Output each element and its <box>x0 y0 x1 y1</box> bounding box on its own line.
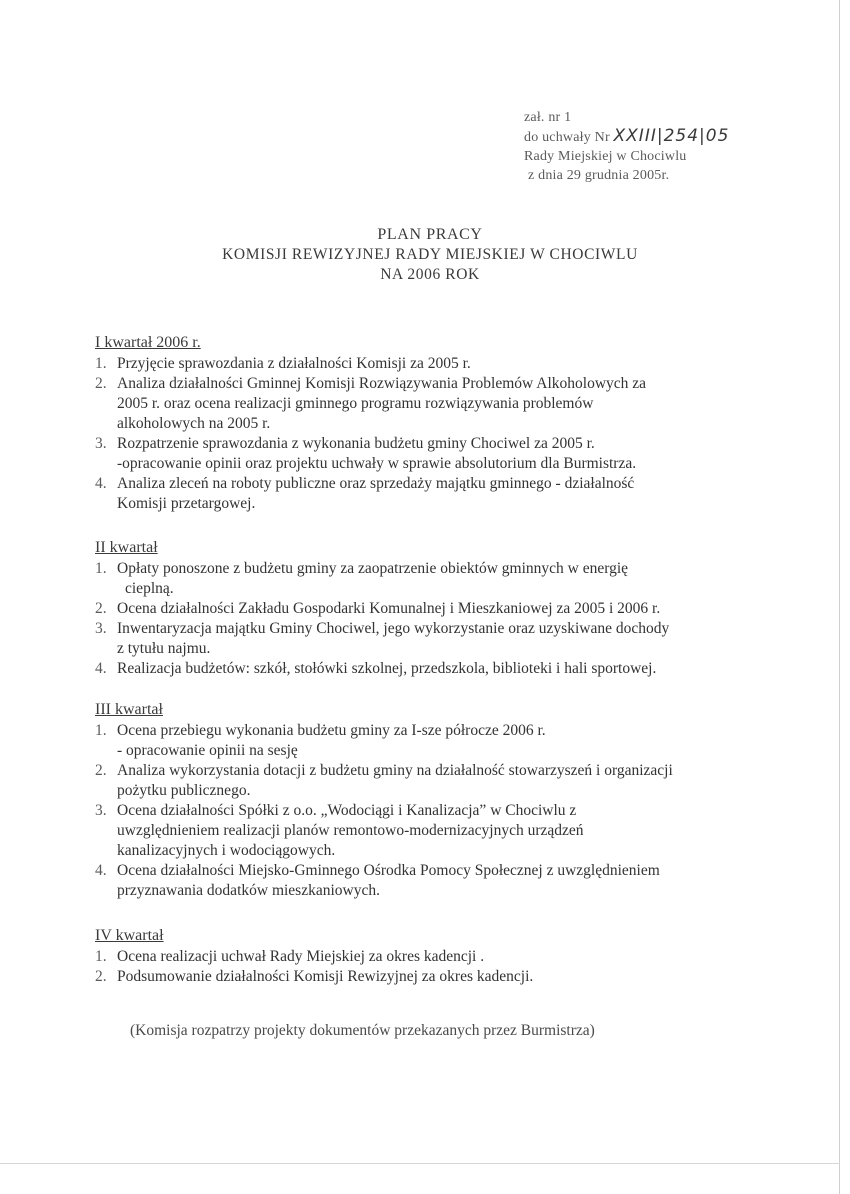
section-quarter-4 <box>95 926 795 987</box>
item-number: 3. <box>95 802 107 819</box>
item-number: 1. <box>95 560 107 577</box>
title-line-1: PLAN PRACY <box>377 226 483 243</box>
item-number: 3. <box>95 435 107 452</box>
list-item <box>95 947 795 967</box>
item-text: Komisji przetargowej. <box>117 495 256 512</box>
list-item <box>95 474 795 514</box>
list-item <box>95 801 795 861</box>
list-item <box>95 559 795 599</box>
resolution-reference <box>524 127 729 147</box>
list-item <box>95 599 795 619</box>
section-heading: III kwartał <box>95 701 163 718</box>
item-text: - opracowanie opinii na sesję <box>117 742 298 759</box>
item-text: Podsumowanie działalności Komisji Rewizyjnej za okres kadencji. <box>117 968 534 985</box>
item-number: 4. <box>95 660 107 677</box>
item-number: 2. <box>95 762 107 779</box>
item-text: z tytułu najmu. <box>117 640 211 657</box>
item-text: Opłaty ponoszone z budżetu gminy za zaopatrzenie obiektów gminnych w energię <box>117 560 629 577</box>
item-text: Analiza wykorzystania dotacji z budżetu gminy na działalność stowarzyszeń i organizacji <box>117 762 673 779</box>
item-text: 2005 r. oraz ocena realizacji gminnego programu rozwiązywania problemów <box>117 395 594 412</box>
list-item <box>95 861 795 901</box>
list-item <box>95 761 795 801</box>
resolution-date: z dnia 29 grudnia 2005r. <box>528 168 670 183</box>
item-text: uwzględnieniem realizacji planów remontowo-modernizacyjnych urządzeń <box>117 822 584 839</box>
section-heading: II kwartał <box>95 539 158 556</box>
list-item <box>95 434 795 474</box>
item-text: Rozpatrzenie sprawozdania z wykonania budżetu gminy Chociwel za 2005 r. <box>117 435 595 452</box>
council-name: Rady Miejskiej w Chociwlu <box>524 149 687 164</box>
list-item <box>95 619 795 659</box>
document-title <box>150 225 710 285</box>
list-item <box>95 721 795 761</box>
item-text: pożytku publicznego. <box>117 782 251 799</box>
title-line-2: KOMISJI REWIZYJNEJ RADY MIEJSKIEJ W CHOCIWLU <box>222 246 638 263</box>
resolution-prefix: do uchwały Nr <box>524 130 610 145</box>
attachment-note <box>524 108 729 185</box>
item-text: Analiza zleceń na roboty publiczne oraz sprzedaży majątku gminnego - działalność <box>117 475 635 492</box>
title-line-3: NA 2006 ROK <box>380 266 480 283</box>
item-text: alkoholowych na 2005 r. <box>117 415 271 432</box>
item-text: Ocena działalności Spółki z o.o. „Wodociągi i Kanalizacja” w Chociwlu z <box>117 802 577 819</box>
section-quarter-1 <box>95 333 795 514</box>
item-text: Inwentaryzacja majątku Gminy Chociwel, jego wykorzystanie oraz uzyskiwane dochody <box>117 620 670 637</box>
page-edge-bottom <box>0 1163 840 1164</box>
item-number: 2. <box>95 968 107 985</box>
item-text: cieplną. <box>125 580 174 597</box>
item-number: 4. <box>95 475 107 492</box>
item-number: 1. <box>95 948 107 965</box>
item-number: 1. <box>95 355 107 372</box>
list-item <box>95 967 795 987</box>
list-item <box>95 354 795 374</box>
item-number: 2. <box>95 600 107 617</box>
item-text: Realizacja budżetów: szkół, stołówki szkolnej, przedszkola, biblioteki i hali sportowej. <box>117 660 657 677</box>
item-number: 2. <box>95 375 107 392</box>
item-text: Przyjęcie sprawozdania z działalności Komisji za 2005 r. <box>117 355 471 372</box>
item-text: Ocena realizacji uchwał Rady Miejskiej za okres kadencji . <box>117 948 485 965</box>
item-number: 3. <box>95 620 107 637</box>
section-quarter-2 <box>95 538 795 679</box>
list-item <box>95 659 795 679</box>
attachment-number: zał. nr 1 <box>524 110 572 125</box>
item-text: przyznawania dodatków mieszkaniowych. <box>117 882 380 899</box>
item-number: 4. <box>95 862 107 879</box>
page-edge-right <box>839 0 840 1194</box>
item-text: Ocena działalności Miejsko-Gminnego Ośrodka Pomocy Społecznej z uwzględnieniem <box>117 862 660 879</box>
list-item <box>95 374 795 434</box>
section-heading: IV kwartał <box>95 927 164 944</box>
section-quarter-3 <box>95 700 795 901</box>
item-text: Ocena przebiegu wykonania budżetu gminy za I-sze półrocze 2006 r. <box>117 722 546 739</box>
footer-note: (Komisja rozpatrzy projekty dokumentów przekazanych przez Burmistrza) <box>130 1022 595 1039</box>
item-number: 1. <box>95 722 107 739</box>
item-text: Ocena działalności Zakładu Gospodarki Komunalnej i Mieszkaniowej za 2005 i 2006 r. <box>117 600 661 617</box>
section-heading: I kwartał 2006 r. <box>95 334 201 351</box>
item-text: -opracowanie opinii oraz projektu uchwały w sprawie absolutorium dla Burmistrza. <box>117 455 637 472</box>
item-text: kanalizacyjnych i wodociągowych. <box>117 842 336 859</box>
item-text: Analiza działalności Gminnej Komisji Rozwiązywania Problemów Alkoholowych za <box>117 375 647 392</box>
resolution-number-handwritten: XXIII|254|05 <box>613 126 730 146</box>
